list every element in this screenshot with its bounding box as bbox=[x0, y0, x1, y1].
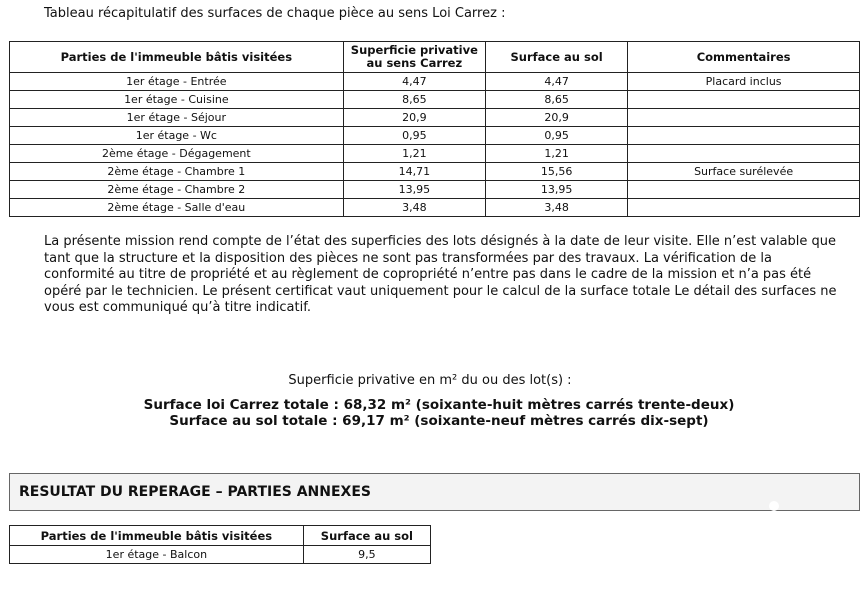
annex-header-parties: Parties de l'immeuble bâtis visitées bbox=[10, 526, 304, 546]
cell-carrez: 8,65 bbox=[343, 91, 485, 109]
cell-partie: 1er étage - Wc bbox=[10, 127, 344, 145]
cell-commentaire: Surface surélevée bbox=[628, 163, 860, 181]
intro-text: Tableau récapitulatif des surfaces de chaque pièce au sens Loi Carrez : bbox=[44, 6, 506, 21]
table-row bbox=[10, 181, 860, 199]
header-commentaires: Commentaires bbox=[628, 42, 860, 73]
table-row bbox=[10, 109, 860, 127]
cell-commentaire bbox=[628, 109, 860, 127]
carrez-total: Surface loi Carrez totale : 68,32 m² (soixante-huit mètres carrés trente-deux) bbox=[143, 397, 735, 413]
table-row bbox=[10, 546, 431, 564]
cell-sol: 20,9 bbox=[486, 109, 628, 127]
cell-sol: 0,95 bbox=[486, 127, 628, 145]
table-row bbox=[10, 163, 860, 181]
sol-total: Surface au sol totale : 69,17 m² (soixante-neuf mètres carrés dix-sept) bbox=[169, 413, 709, 429]
table-row bbox=[10, 73, 860, 91]
cell-sol: 9,5 bbox=[303, 546, 430, 564]
cell-commentaire bbox=[628, 127, 860, 145]
surfaces-table bbox=[9, 41, 860, 217]
cell-carrez: 13,95 bbox=[343, 181, 485, 199]
cell-sol: 8,65 bbox=[486, 91, 628, 109]
cell-sol: 1,21 bbox=[486, 145, 628, 163]
table-row bbox=[10, 91, 860, 109]
cell-partie: 2ème étage - Salle d'eau bbox=[10, 199, 344, 217]
annex-header-surface-sol: Surface au sol bbox=[303, 526, 430, 546]
cell-carrez: 14,71 bbox=[343, 163, 485, 181]
cell-carrez: 3,48 bbox=[343, 199, 485, 217]
header-surface-sol: Surface au sol bbox=[486, 42, 628, 73]
cell-commentaire bbox=[628, 145, 860, 163]
section-header bbox=[9, 473, 860, 511]
cell-partie: 2ème étage - Chambre 1 bbox=[10, 163, 344, 181]
cell-commentaire bbox=[628, 181, 860, 199]
header-parties: Parties de l'immeuble bâtis visitées bbox=[10, 42, 344, 73]
cell-partie: 1er étage - Séjour bbox=[10, 109, 344, 127]
table-header-row bbox=[10, 42, 860, 73]
summary-intro: Superficie privative en m² du ou des lot(s) : bbox=[288, 373, 572, 388]
header-superficie-carrez: Superficie privative au sens Carrez bbox=[343, 42, 485, 73]
cell-partie: 1er étage - Balcon bbox=[10, 546, 304, 564]
cell-commentaire: Placard inclus bbox=[628, 73, 860, 91]
section-title: RESULTAT DU REPERAGE – PARTIES ANNEXES bbox=[19, 484, 371, 500]
cell-carrez: 20,9 bbox=[343, 109, 485, 127]
cell-partie: 2ème étage - Chambre 2 bbox=[10, 181, 344, 199]
cell-sol: 13,95 bbox=[486, 181, 628, 199]
cell-commentaire bbox=[628, 199, 860, 217]
cell-commentaire bbox=[628, 91, 860, 109]
table-row bbox=[10, 145, 860, 163]
table-row bbox=[10, 199, 860, 217]
annex-header-row bbox=[10, 526, 431, 546]
annex-table bbox=[9, 525, 431, 564]
cell-carrez: 1,21 bbox=[343, 145, 485, 163]
cell-sol: 15,56 bbox=[486, 163, 628, 181]
cell-partie: 1er étage - Entrée bbox=[10, 73, 344, 91]
cell-sol: 4,47 bbox=[486, 73, 628, 91]
cell-partie: 1er étage - Cuisine bbox=[10, 91, 344, 109]
mission-paragraph: La présente mission rend compte de l’état des superficies des lots désignés à la date de leur visite. Elle n’est valable que tant que la structure et la disposition des pièces ne sont pas transformées par des travaux. La vérification de la conformité au titre de propriété et au règlement de copropriété n’entre pas dans le cadre de la mission et n’a pas été opéré par le technicien. Le présent certificat vaut uniquement pour le calcul de la surface totale Le détail des surfaces ne vous est communiqué qu’à titre indicatif. bbox=[44, 234, 837, 315]
cell-sol: 3,48 bbox=[486, 199, 628, 217]
cell-carrez: 0,95 bbox=[343, 127, 485, 145]
cell-carrez: 4,47 bbox=[343, 73, 485, 91]
cell-partie: 2ème étage - Dégagement bbox=[10, 145, 344, 163]
table-row bbox=[10, 127, 860, 145]
decorative-dot bbox=[769, 501, 779, 511]
